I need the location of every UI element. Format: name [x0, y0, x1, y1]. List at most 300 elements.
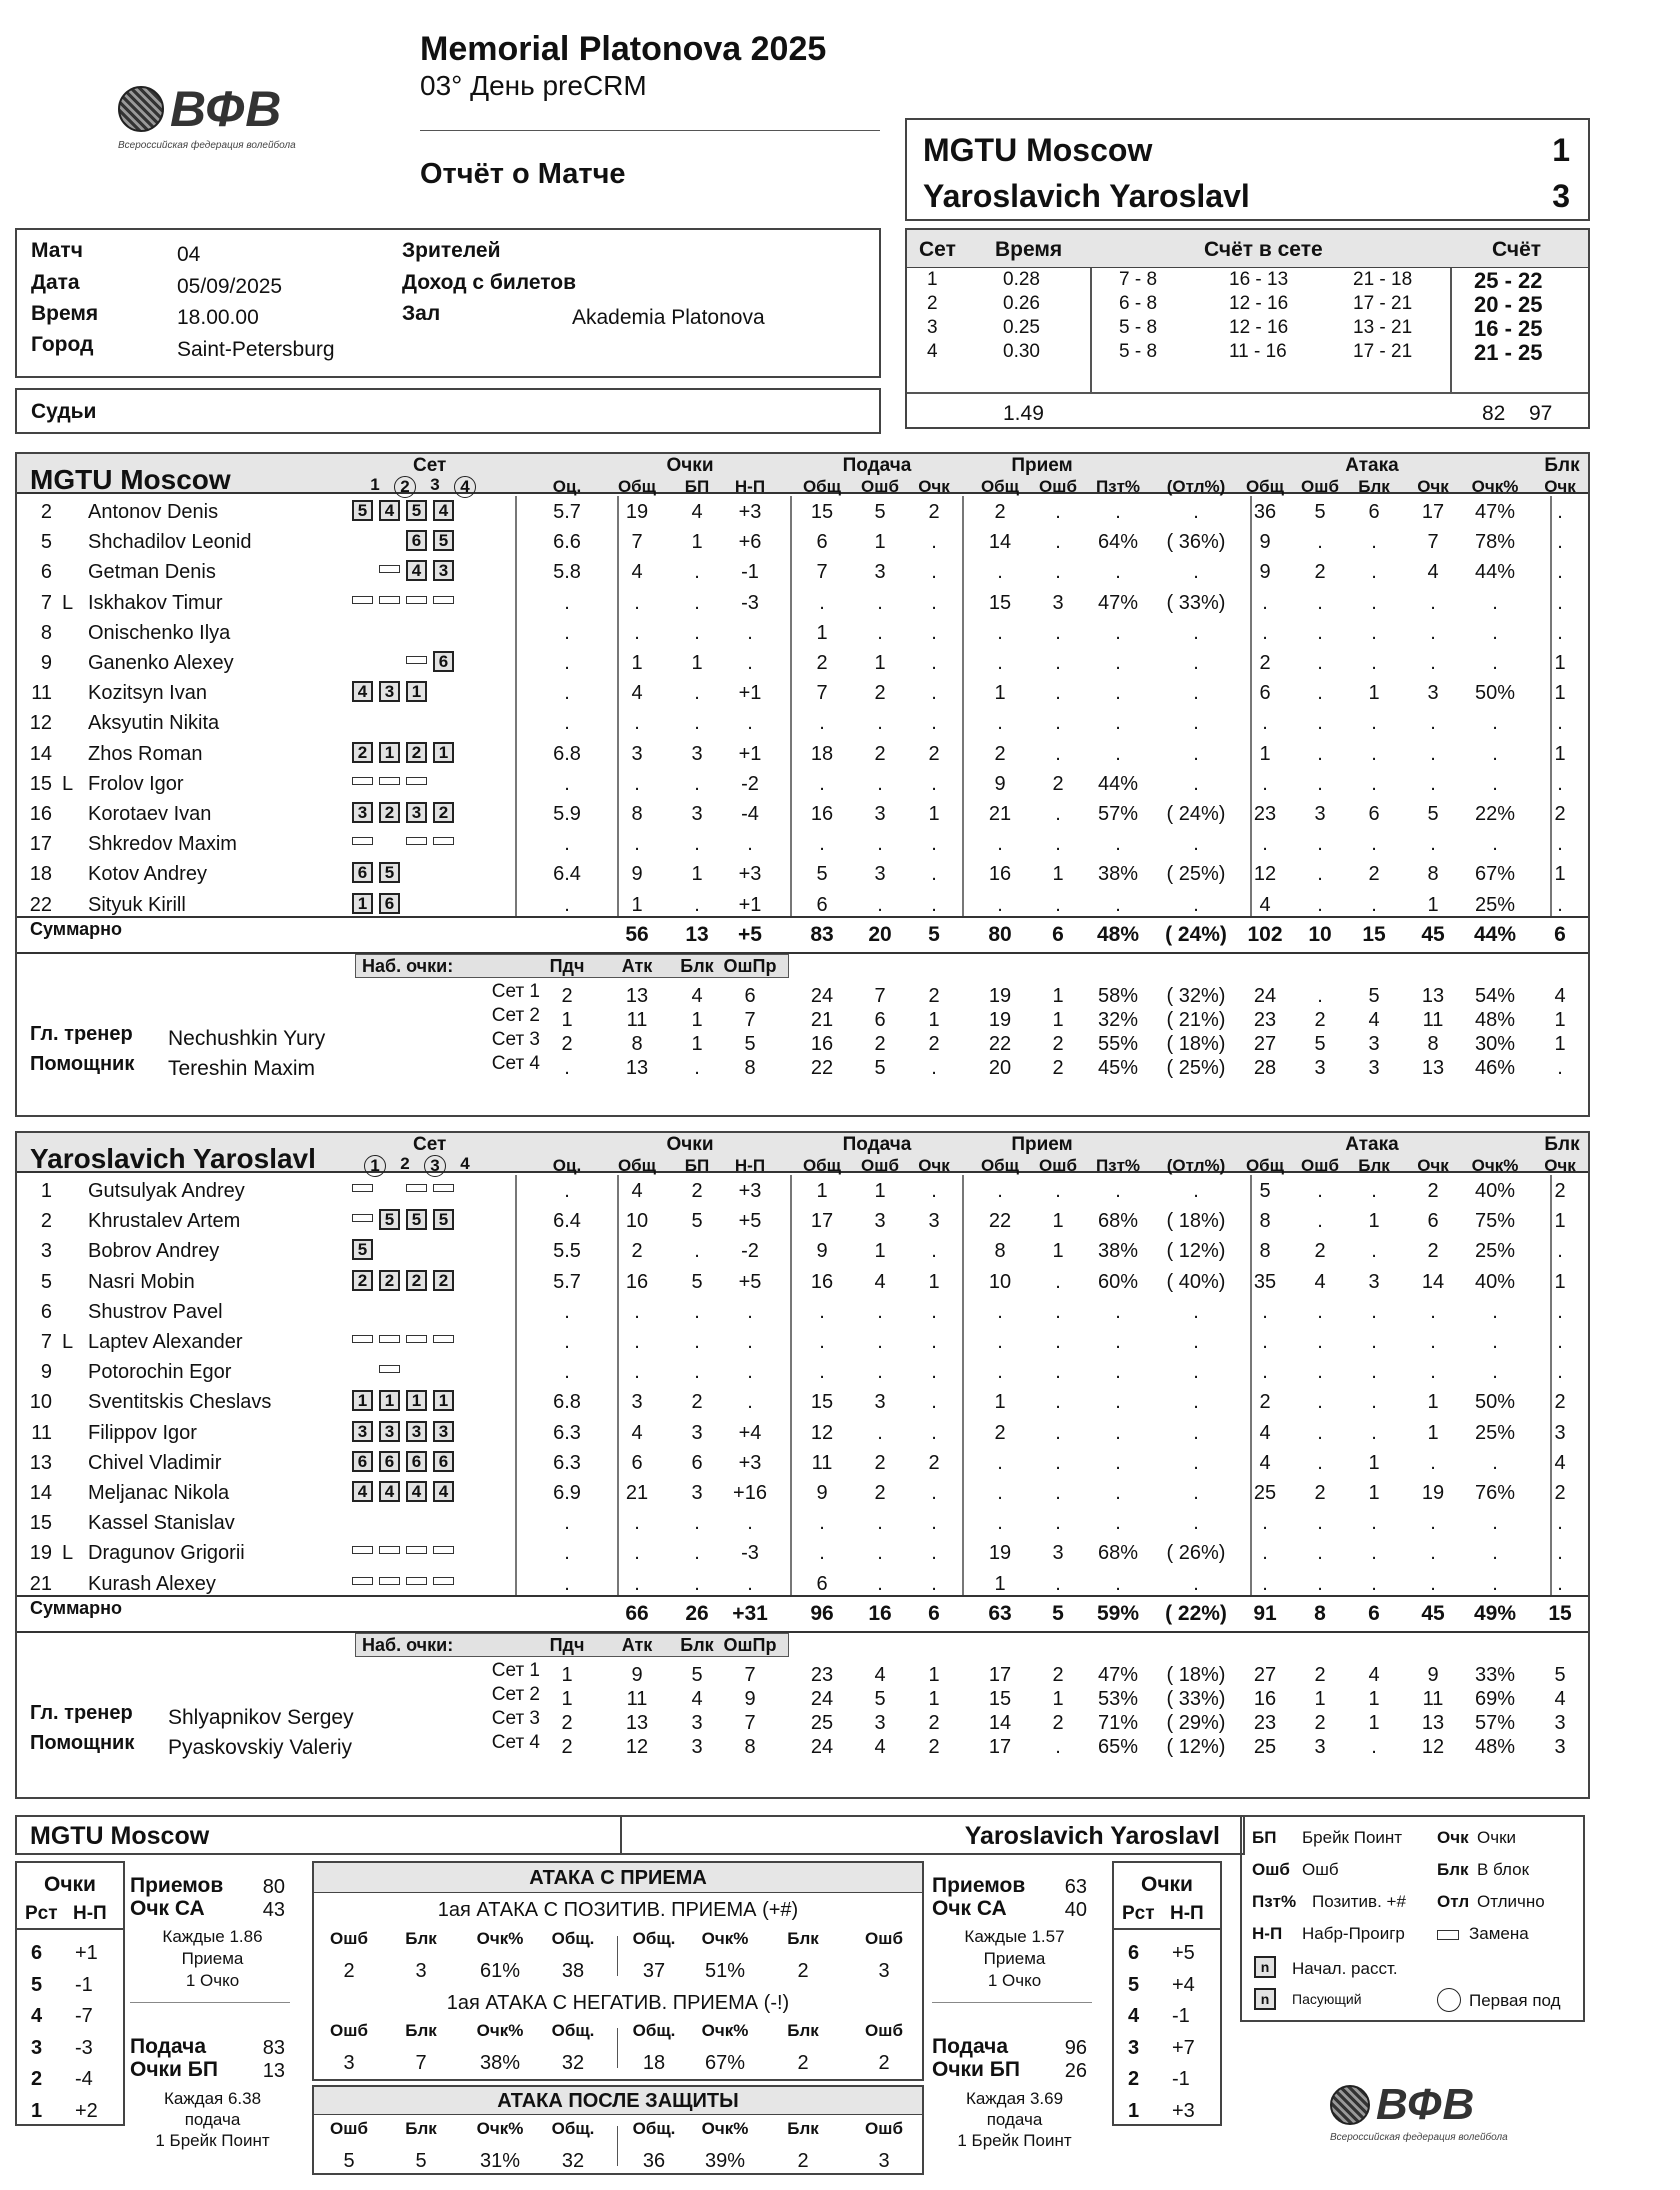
- set-stat-cell: .: [1557, 1057, 1563, 1079]
- stat-cell: .: [1193, 1421, 1199, 1444]
- stat-cell: .: [1371, 833, 1377, 856]
- stat-cell: .: [564, 1542, 570, 1565]
- partial-score: 6 - 8: [1119, 293, 1158, 314]
- substitution-marker: [352, 777, 373, 785]
- rotation-number: 2: [31, 2068, 43, 2090]
- set-column-number: [452, 1155, 478, 1172]
- set-stat-cell: 13: [1421, 1057, 1445, 1079]
- stat-cell: 22%: [1474, 803, 1516, 825]
- column-header: Общ: [980, 1156, 1020, 1175]
- stat-cell: 1: [928, 803, 940, 825]
- bottom-team-a: MGTU Moscow: [30, 1822, 210, 1850]
- set-stat-cell: 7: [874, 985, 886, 1007]
- set-stat-cell: 23: [1253, 1712, 1277, 1734]
- stat-cell: .: [1193, 1300, 1199, 1323]
- stat-cell: .: [1317, 893, 1323, 916]
- attack-col-header: Очк%: [476, 2021, 524, 2040]
- set-stat-cell: 57%: [1474, 1712, 1516, 1734]
- attack-col-header: Очк%: [701, 1929, 749, 1948]
- player-name: Aksyutin Nikita: [88, 712, 220, 735]
- stat-cell: .: [931, 561, 937, 584]
- partial-score: 11 - 16: [1229, 341, 1287, 362]
- player-number: 7: [40, 591, 52, 614]
- stat-cell: .: [1055, 561, 1061, 584]
- stat-cell: ( 25%): [1166, 863, 1226, 886]
- set-stat-cell: 13: [625, 985, 649, 1007]
- stat-cell: 1: [691, 531, 703, 554]
- points-source-header: ОшПр: [723, 956, 777, 976]
- stat-cell: .: [931, 833, 937, 856]
- set-row-label: Сет 1: [491, 1660, 540, 1681]
- stat-cell: 1: [1368, 1451, 1380, 1474]
- stat-cell: 3: [691, 803, 703, 825]
- stat-cell: 44%: [1097, 772, 1139, 795]
- substitution-marker: [433, 1546, 454, 1554]
- stat-cell: 1: [691, 652, 703, 674]
- stat-cell: .: [1317, 1391, 1323, 1414]
- divider: [932, 2002, 1092, 2003]
- stat-cell: .: [564, 591, 570, 614]
- starting-position-box: 4: [379, 1481, 400, 1502]
- set-stat-cell: 6: [874, 1009, 886, 1031]
- set-stat-cell: 28: [1253, 1057, 1277, 1079]
- player-name: Potorochin Egor: [88, 1361, 232, 1384]
- stat-cell: 50%: [1474, 1391, 1516, 1414]
- set-stat-cell: 69%: [1474, 1688, 1516, 1710]
- starting-position-box: 6: [379, 893, 400, 914]
- stat-cell: .: [931, 1542, 937, 1565]
- legend-text: Первая под: [1469, 1991, 1561, 2010]
- set-stat-cell: 16: [1253, 1688, 1277, 1710]
- rotation-diff: +4: [1172, 1973, 1195, 1996]
- total-cell: 45: [1421, 1602, 1445, 1625]
- starting-position-box: 6: [406, 530, 427, 551]
- stat-cell: .: [1317, 531, 1323, 554]
- stat-cell: 22: [988, 1210, 1012, 1233]
- stat-cell: 16: [988, 863, 1012, 886]
- stat-cell: .: [1492, 742, 1498, 765]
- attack-value: 32: [561, 2150, 585, 2172]
- rotation-number: 4: [1128, 2005, 1140, 2027]
- set-stat-cell: ( 18%): [1166, 1664, 1226, 1686]
- starting-position-box: 4: [433, 1481, 454, 1502]
- stat-cell: .: [694, 1331, 700, 1353]
- stat-cell: .: [819, 1361, 825, 1384]
- stat-cell: .: [1262, 1361, 1268, 1384]
- starting-position-box: 4: [379, 500, 400, 521]
- partial-score: 5 - 8: [1119, 317, 1158, 338]
- attack-col-header: Очк%: [476, 1929, 524, 1948]
- stat-cell: .: [1492, 1451, 1498, 1474]
- serve-label: Подача: [130, 2035, 207, 2058]
- column-header: Ошб: [861, 477, 899, 496]
- stat-cell: .: [564, 652, 570, 674]
- set-stat-cell: 11: [1422, 1688, 1444, 1710]
- player-number: 14: [29, 1482, 52, 1504]
- stat-cell: 2: [1554, 1180, 1566, 1202]
- stat-cell: .: [1557, 1512, 1563, 1535]
- column-header: (Отл%): [1166, 477, 1226, 496]
- stat-cell: 3: [691, 742, 703, 765]
- total-cell: 20: [868, 923, 892, 946]
- set-stat-cell: 16: [810, 1033, 834, 1055]
- stat-cell: .: [1430, 1451, 1436, 1474]
- set-number-label: 4: [460, 1154, 470, 1173]
- stat-cell: 9: [631, 863, 643, 886]
- stat-cell: 2: [928, 742, 940, 765]
- stat-cell: .: [997, 561, 1003, 584]
- column-header: Общ: [1245, 1156, 1285, 1175]
- set-stat-cell: 13: [1421, 1712, 1445, 1734]
- divider: [130, 2002, 290, 2003]
- player-number: 10: [29, 1391, 52, 1414]
- stat-cell: .: [1430, 1331, 1436, 1353]
- set-stat-cell: 9: [1427, 1664, 1439, 1686]
- stat-cell: +3: [738, 1451, 762, 1474]
- stat-cell: .: [1430, 1512, 1436, 1535]
- player-number: 9: [40, 652, 52, 674]
- player-name: Zhos Roman: [88, 742, 203, 765]
- stat-cell: .: [931, 1512, 937, 1535]
- starting-position-box: 5: [406, 1209, 427, 1230]
- stat-cell: .: [877, 621, 883, 644]
- stat-cell: .: [997, 621, 1003, 644]
- rotation-diff: +7: [1172, 2036, 1195, 2059]
- player-name: Iskhakov Timur: [88, 591, 223, 614]
- col-group-label: Блк: [1544, 455, 1580, 476]
- stat-cell: .: [1317, 621, 1323, 644]
- stat-cell: 7: [631, 531, 643, 554]
- stat-cell: .: [1492, 1300, 1498, 1323]
- stat-cell: ( 26%): [1166, 1542, 1226, 1565]
- stat-cell: .: [747, 1331, 753, 1353]
- player-number: 18: [29, 863, 52, 886]
- stat-cell: 1: [1368, 1210, 1380, 1233]
- stat-cell: .: [1055, 652, 1061, 674]
- stat-cell: ( 40%): [1166, 1270, 1226, 1293]
- stat-cell: 4: [631, 561, 643, 584]
- stat-cell: .: [1262, 1300, 1268, 1323]
- set-stat-cell: 4: [874, 1664, 886, 1686]
- stat-cell: .: [1557, 1240, 1563, 1263]
- stat-cell: .: [1055, 742, 1061, 765]
- player-number: 3: [40, 1240, 52, 1263]
- stat-cell: .: [819, 712, 825, 735]
- set-stat-cell: 25: [1253, 1736, 1277, 1758]
- set-stat-cell: 2: [561, 1033, 573, 1055]
- stat-cell: .: [747, 1361, 753, 1384]
- set-stat-cell: 2: [928, 1736, 940, 1758]
- set-stat-cell: 13: [625, 1057, 649, 1079]
- stat-cell: 40%: [1474, 1180, 1516, 1202]
- set-stat-cell: 2: [928, 1712, 940, 1734]
- libero-marker: L: [62, 772, 74, 795]
- stat-cell: .: [1371, 1542, 1377, 1565]
- starting-position-box: 2: [406, 1270, 427, 1291]
- column-header: Пзт%: [1095, 1156, 1141, 1175]
- stat-cell: .: [1371, 1180, 1377, 1202]
- starting-position-box: 3: [433, 1421, 454, 1442]
- set-stat-cell: 48%: [1474, 1736, 1516, 1758]
- rotation-diff: -3: [75, 2036, 93, 2059]
- stat-cell: 4: [691, 501, 703, 523]
- serve-label: Подача: [932, 2035, 1009, 2058]
- stat-cell: 6: [1427, 1210, 1439, 1233]
- stat-cell: 3: [631, 1391, 643, 1414]
- stat-cell: +5: [738, 1270, 762, 1293]
- totals-label: Суммарно: [30, 919, 123, 939]
- attack-col-header: Ошб: [865, 2119, 903, 2138]
- stat-cell: .: [1371, 1421, 1377, 1444]
- partial-score: 5 - 8: [1119, 341, 1158, 362]
- stat-cell: .: [694, 1512, 700, 1535]
- stat-cell: .: [1193, 1512, 1199, 1535]
- divider: [1112, 1928, 1222, 1930]
- total-cell: 6: [1368, 1602, 1380, 1625]
- stat-cell: 6.3: [553, 1451, 581, 1474]
- stat-cell: ( 24%): [1166, 803, 1226, 825]
- attack-col-header: Ошб: [330, 2021, 368, 2040]
- legend-box-marker: n: [1254, 1988, 1276, 2010]
- player-number: 13: [29, 1451, 52, 1474]
- stat-cell: .: [931, 1331, 937, 1353]
- assistant-coach: Tereshin Maxim: [168, 1057, 316, 1080]
- stat-cell: 1: [874, 531, 886, 554]
- ratio-text: 1 Брейк Поинт: [957, 2131, 1072, 2150]
- ratio-text: Каждые 1.57: [964, 1927, 1065, 1946]
- legend-text: Начал. расст.: [1292, 1959, 1398, 1978]
- stat-cell: .: [1557, 501, 1563, 523]
- stat-cell: .: [1317, 1421, 1323, 1444]
- stat-cell: .: [1262, 1572, 1268, 1595]
- substitution-marker: [379, 1546, 400, 1554]
- total-cell: 5: [1052, 1602, 1064, 1625]
- stat-cell: .: [1430, 591, 1436, 614]
- set-stat-cell: 1: [928, 1664, 940, 1686]
- column-header: Блк: [1358, 477, 1390, 496]
- stat-cell: 78%: [1474, 531, 1516, 554]
- stat-cell: .: [931, 1240, 937, 1263]
- stat-cell: 11: [811, 1451, 833, 1474]
- total-cell: +5: [738, 923, 762, 946]
- legend-text: Пасующий: [1292, 1991, 1362, 2007]
- stat-cell: ( 12%): [1166, 1240, 1226, 1263]
- player-name: Gutsulyak Andrey: [88, 1180, 245, 1202]
- substitution-marker: [433, 1184, 454, 1192]
- stat-cell: 1: [1554, 1210, 1566, 1233]
- team-a-name: MGTU Moscow: [923, 132, 1153, 168]
- stat-cell: .: [694, 1542, 700, 1565]
- set-stat-cell: 1: [561, 1664, 573, 1686]
- set-won-circle: 1: [364, 1155, 386, 1177]
- match-date: 05/09/2025: [177, 275, 283, 298]
- attack-value: 2: [797, 1960, 809, 1982]
- stat-cell: 3: [1314, 803, 1326, 825]
- volleyball-icon: [118, 86, 164, 132]
- stat-cell: 8: [1259, 1240, 1271, 1263]
- stat-cell: .: [1371, 1572, 1377, 1595]
- set-stat-cell: 2: [561, 985, 573, 1007]
- stat-cell: .: [877, 1361, 883, 1384]
- set-stat-cell: 48%: [1474, 1009, 1516, 1031]
- stat-cell: .: [1317, 652, 1323, 674]
- set-stat-cell: ( 12%): [1166, 1736, 1226, 1758]
- stat-cell: 16: [810, 1270, 834, 1293]
- stat-cell: 2: [816, 652, 828, 674]
- attack-col-header: Блк: [405, 2119, 437, 2138]
- stat-cell: 8: [631, 803, 643, 825]
- column-divider: [515, 1175, 517, 1595]
- rotation-diff: +2: [75, 2099, 98, 2122]
- stat-cell: 25%: [1474, 1240, 1516, 1263]
- partial-score: 16 - 13: [1229, 269, 1289, 290]
- stat-cell: ( 36%): [1166, 531, 1226, 554]
- partial-score: 21 - 18: [1353, 269, 1413, 290]
- starting-position-box: 3: [406, 1421, 427, 1442]
- set-stat-cell: .: [564, 1057, 570, 1079]
- stat-cell: .: [1317, 1512, 1323, 1535]
- legend-text: Позитив. +#: [1312, 1892, 1406, 1911]
- stat-cell: 38%: [1097, 863, 1139, 886]
- starting-position-box: 6: [352, 862, 373, 883]
- stat-cell: .: [1317, 712, 1323, 735]
- legend-key: БП: [1252, 1828, 1277, 1847]
- stat-cell: 3: [1052, 1542, 1064, 1565]
- stat-cell: 3: [1052, 591, 1064, 614]
- stat-cell: 23: [1253, 803, 1277, 825]
- stat-cell: 5: [816, 863, 828, 886]
- starting-position-box: 6: [352, 1451, 373, 1472]
- stat-cell: .: [1317, 1542, 1323, 1565]
- stat-cell: 76%: [1474, 1482, 1516, 1504]
- stat-cell: 1: [928, 1270, 940, 1293]
- stat-cell: .: [1430, 1361, 1436, 1384]
- substitution-marker: [433, 596, 454, 604]
- stat-cell: 5.7: [553, 501, 581, 523]
- attack-col-header: Ошб: [865, 1929, 903, 1948]
- stat-cell: 2: [994, 501, 1006, 523]
- partial-score: 7 - 8: [1119, 269, 1158, 290]
- stat-cell: +1: [738, 682, 762, 705]
- attack-subtitle: 1ая АТАКА С НЕГАТИВ. ПРИЕМА (-!): [446, 1992, 790, 2014]
- stat-cell: .: [1193, 1451, 1199, 1474]
- attack-value: 38%: [479, 2052, 521, 2074]
- starting-position-box: 4: [433, 500, 454, 521]
- set-stat-cell: 3: [1314, 1057, 1326, 1079]
- stat-cell: .: [1055, 893, 1061, 916]
- player-name: Chivel Vladimir: [88, 1451, 222, 1474]
- stat-cell: .: [1193, 893, 1199, 916]
- attack-value: 3: [415, 1960, 427, 1982]
- stat-cell: .: [877, 1542, 883, 1565]
- rotation-number: 1: [1128, 2099, 1140, 2122]
- player-number: 8: [40, 621, 52, 644]
- player-name: Filippov Igor: [88, 1421, 197, 1444]
- player-name: Shkredov Maxim: [88, 833, 237, 856]
- set-stat-cell: 25: [810, 1712, 834, 1734]
- stat-cell: .: [997, 1300, 1003, 1323]
- ratio-text: Каждая 3.69: [965, 2089, 1064, 2108]
- total-cell: 6: [928, 1602, 940, 1625]
- set-stat-cell: 23: [810, 1664, 834, 1686]
- stat-cell: .: [694, 712, 700, 735]
- set-stat-cell: 13: [1421, 985, 1445, 1007]
- substitution-marker: [379, 565, 400, 573]
- attack-col-header: Ошб: [330, 2119, 368, 2138]
- stat-cell: +4: [738, 1421, 762, 1444]
- set-duration: 0.26: [1003, 293, 1040, 314]
- divider: [17, 952, 1588, 954]
- stat-cell: .: [1371, 1331, 1377, 1353]
- stat-cell: 5.7: [553, 1270, 581, 1293]
- stat-cell: .: [1492, 772, 1498, 795]
- stat-cell: .: [1317, 742, 1323, 765]
- receptions-label: Приемов: [932, 1874, 1026, 1897]
- stat-cell: .: [1492, 1572, 1498, 1595]
- stat-cell: .: [634, 712, 640, 735]
- stat-cell: 10: [988, 1270, 1012, 1293]
- ratio-text: подача: [184, 2110, 241, 2129]
- stat-cell: -2: [741, 772, 759, 795]
- player-name: Kozitsyn Ivan: [88, 682, 207, 705]
- stat-cell: .: [747, 652, 753, 674]
- set-number: 2: [927, 293, 938, 314]
- legend-text: Очки: [1477, 1828, 1517, 1847]
- attack-col-header: Очк%: [476, 2119, 524, 2138]
- total-cell: 8: [1314, 1602, 1326, 1625]
- set-stat-cell: 3: [691, 1736, 703, 1758]
- stat-cell: 1: [874, 652, 886, 674]
- stat-cell: .: [931, 772, 937, 795]
- player-number: 22: [29, 893, 52, 916]
- set-duration: 0.25: [1003, 317, 1040, 338]
- stat-cell: 6: [816, 1572, 828, 1595]
- stat-cell: .: [634, 1512, 640, 1535]
- starting-position-box: 2: [379, 802, 400, 823]
- stat-cell: 1: [994, 682, 1006, 705]
- player-name: Kassel Stanislav: [88, 1512, 235, 1535]
- player-number: 14: [29, 742, 52, 765]
- stat-cell: 17: [1421, 501, 1445, 523]
- stat-cell: 2: [1368, 863, 1380, 886]
- stat-cell: .: [931, 682, 937, 705]
- set-number: 3: [927, 317, 938, 338]
- stat-cell: .: [1430, 1300, 1436, 1323]
- points-source-header: Атк: [621, 1635, 653, 1655]
- stat-cell: .: [1317, 1300, 1323, 1323]
- stat-cell: .: [1055, 1361, 1061, 1384]
- attack-col-header: Очк%: [701, 2119, 749, 2138]
- set-column-number: [362, 1155, 388, 1177]
- stat-cell: .: [747, 833, 753, 856]
- stat-cell: .: [997, 712, 1003, 735]
- set-stat-cell: 53%: [1097, 1688, 1139, 1710]
- column-header: Ошб: [861, 1156, 899, 1175]
- starting-position-box: 5: [406, 500, 427, 521]
- set-stat-cell: 1: [691, 1033, 703, 1055]
- substitution-marker: [379, 1335, 400, 1343]
- stat-cell: 3: [874, 1391, 886, 1414]
- stat-cell: 3: [691, 1421, 703, 1444]
- stat-cell: 2: [1554, 803, 1566, 825]
- stat-cell: 4: [874, 1270, 886, 1293]
- set-stat-cell: 9: [744, 1688, 756, 1710]
- stat-cell: +6: [738, 531, 762, 554]
- set-score: 16 - 25: [1474, 316, 1543, 341]
- stat-cell: .: [877, 1572, 883, 1595]
- breakpoint-value: 13: [262, 2060, 285, 2082]
- stat-cell: .: [1055, 621, 1061, 644]
